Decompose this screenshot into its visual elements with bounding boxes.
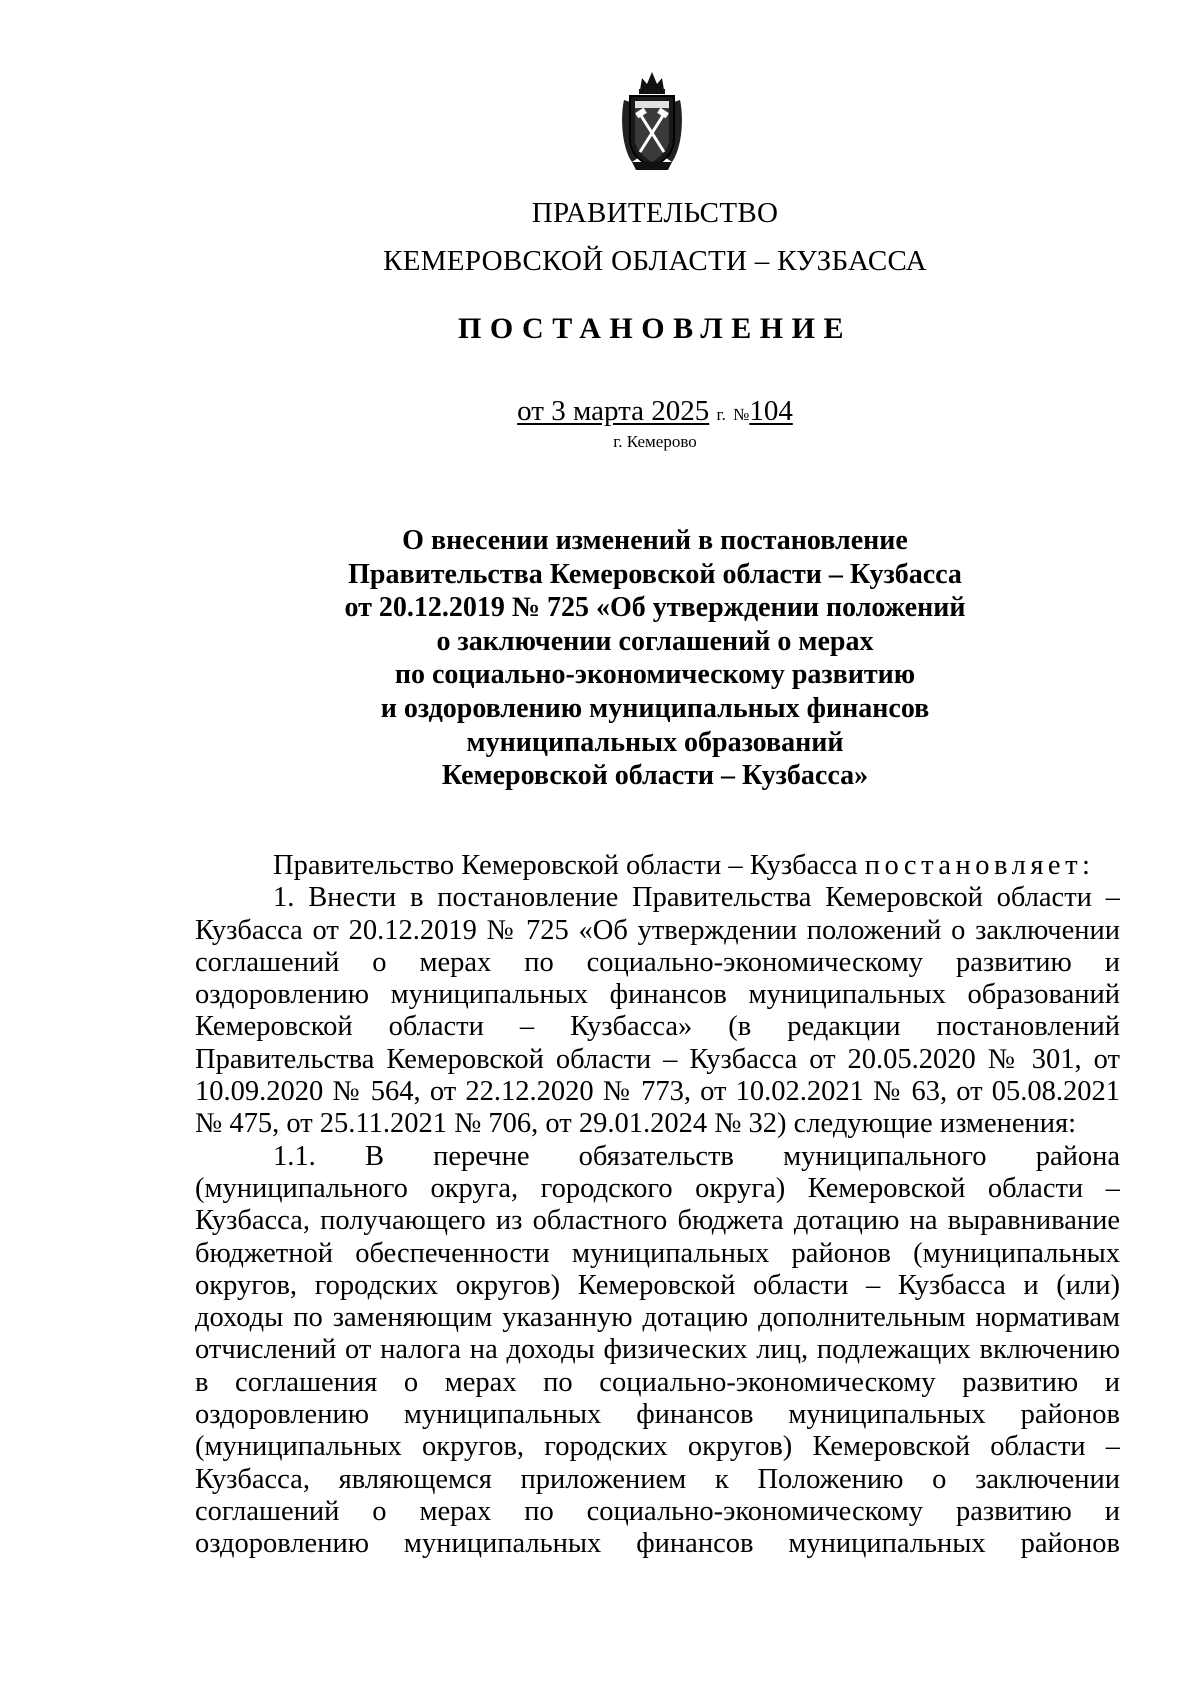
body-line: 10.09.2020 № 564, от 22.12.2020 № 773, от 10.02.2021 № 63, от 05.08.2021: [195, 1076, 1120, 1108]
preamble-verb: постановляет:: [864, 850, 1095, 881]
body-line: округов, городских округов) Кемеровской области – Кузбасса и (или): [195, 1269, 1120, 1301]
title-line: Правительства Кемеровской области – Кузбасса: [348, 558, 962, 590]
body-line: № 475, от 25.11.2021 № 706, от 29.01.2024 № 32) следующие изменения:: [195, 1108, 1077, 1140]
date-number-line: [0, 394, 1200, 432]
title-line: от 20.12.2019 № 725 «Об утверждении положений: [344, 592, 966, 624]
body-line: соглашений о мерах по социально-экономическому развитию и: [195, 1495, 1120, 1527]
document-body: [195, 850, 1120, 1561]
body-line: соглашений о мерах по социально-экономическому развитию и: [195, 946, 1120, 978]
title-line: муниципальных образований: [466, 726, 844, 758]
body-line: Кузбасса от 20.12.2019 № 725 «Об утверждении положений о заключении: [195, 914, 1120, 946]
number-sign: №: [733, 405, 750, 424]
body-line: Правительства Кемеровской области – Кузбасса от 20.05.2020 № 301, от: [195, 1043, 1120, 1075]
preamble-text: Правительство Кемеровской области – Кузбасса: [273, 850, 858, 881]
coat-of-arms-icon: [618, 70, 686, 172]
body-line: бюджетной обеспеченности муниципальных районов (муниципальных: [195, 1237, 1120, 1269]
body-line: отчислений от налога на доходы физических лиц, подлежащих включению: [195, 1334, 1120, 1366]
government-name-line1: ПРАВИТЕЛЬСТВО: [531, 197, 779, 229]
body-line: доходы по заменяющим указанную дотацию дополнительным нормативам: [195, 1302, 1120, 1334]
title-line: о заключении соглашений о мерах: [436, 625, 874, 657]
document-number: 104: [749, 395, 793, 427]
body-line: Кемеровской области – Кузбасса» (в редакции постановлений: [195, 1011, 1120, 1043]
title-line: по социально-экономическому развитию: [394, 659, 916, 691]
document-city: г. Кемерово: [613, 432, 697, 451]
body-line: оздоровлению муниципальных финансов муниципальных районов: [195, 1399, 1120, 1431]
body-line: Кузбасса, получающего из областного бюджета дотацию на выравнивание: [195, 1205, 1120, 1237]
body-line: (муниципального округа, городского округа) Кемеровской области –: [195, 1172, 1120, 1204]
body-line: оздоровлению муниципальных финансов муниципальных образований: [195, 979, 1120, 1011]
title-line: О внесении изменений в постановление: [402, 525, 908, 556]
title-line: Кемеровской области – Кузбасса»: [441, 760, 869, 792]
body-line: 1.1. В перечне обязательств муниципального района: [273, 1140, 1120, 1172]
document-date: от 3 марта 2025: [517, 395, 710, 427]
year-suffix: г.: [716, 405, 726, 424]
body-line: 1. Внести в постановление Правительства Кемеровской области –: [273, 882, 1120, 914]
document-title: [0, 524, 1200, 793]
title-line: и оздоровлению муниципальных финансов: [380, 692, 930, 724]
body-line: в соглашения о мерах по социально-экономическому развитию и: [195, 1366, 1120, 1398]
body-line: (муниципальных округов, городских округов) Кемеровской области –: [195, 1431, 1120, 1463]
body-line: оздоровлению муниципальных финансов муниципальных районов: [195, 1528, 1120, 1560]
document-type-heading: ПОСТАНОВЛЕНИЕ: [458, 312, 852, 345]
government-name-line2: КЕМЕРОВСКОЙ ОБЛАСТИ – КУЗБАССА: [383, 245, 927, 277]
preamble-line: [195, 850, 1120, 882]
body-line: Кузбасса, являющемся приложением к Положению о заключении: [195, 1463, 1120, 1495]
